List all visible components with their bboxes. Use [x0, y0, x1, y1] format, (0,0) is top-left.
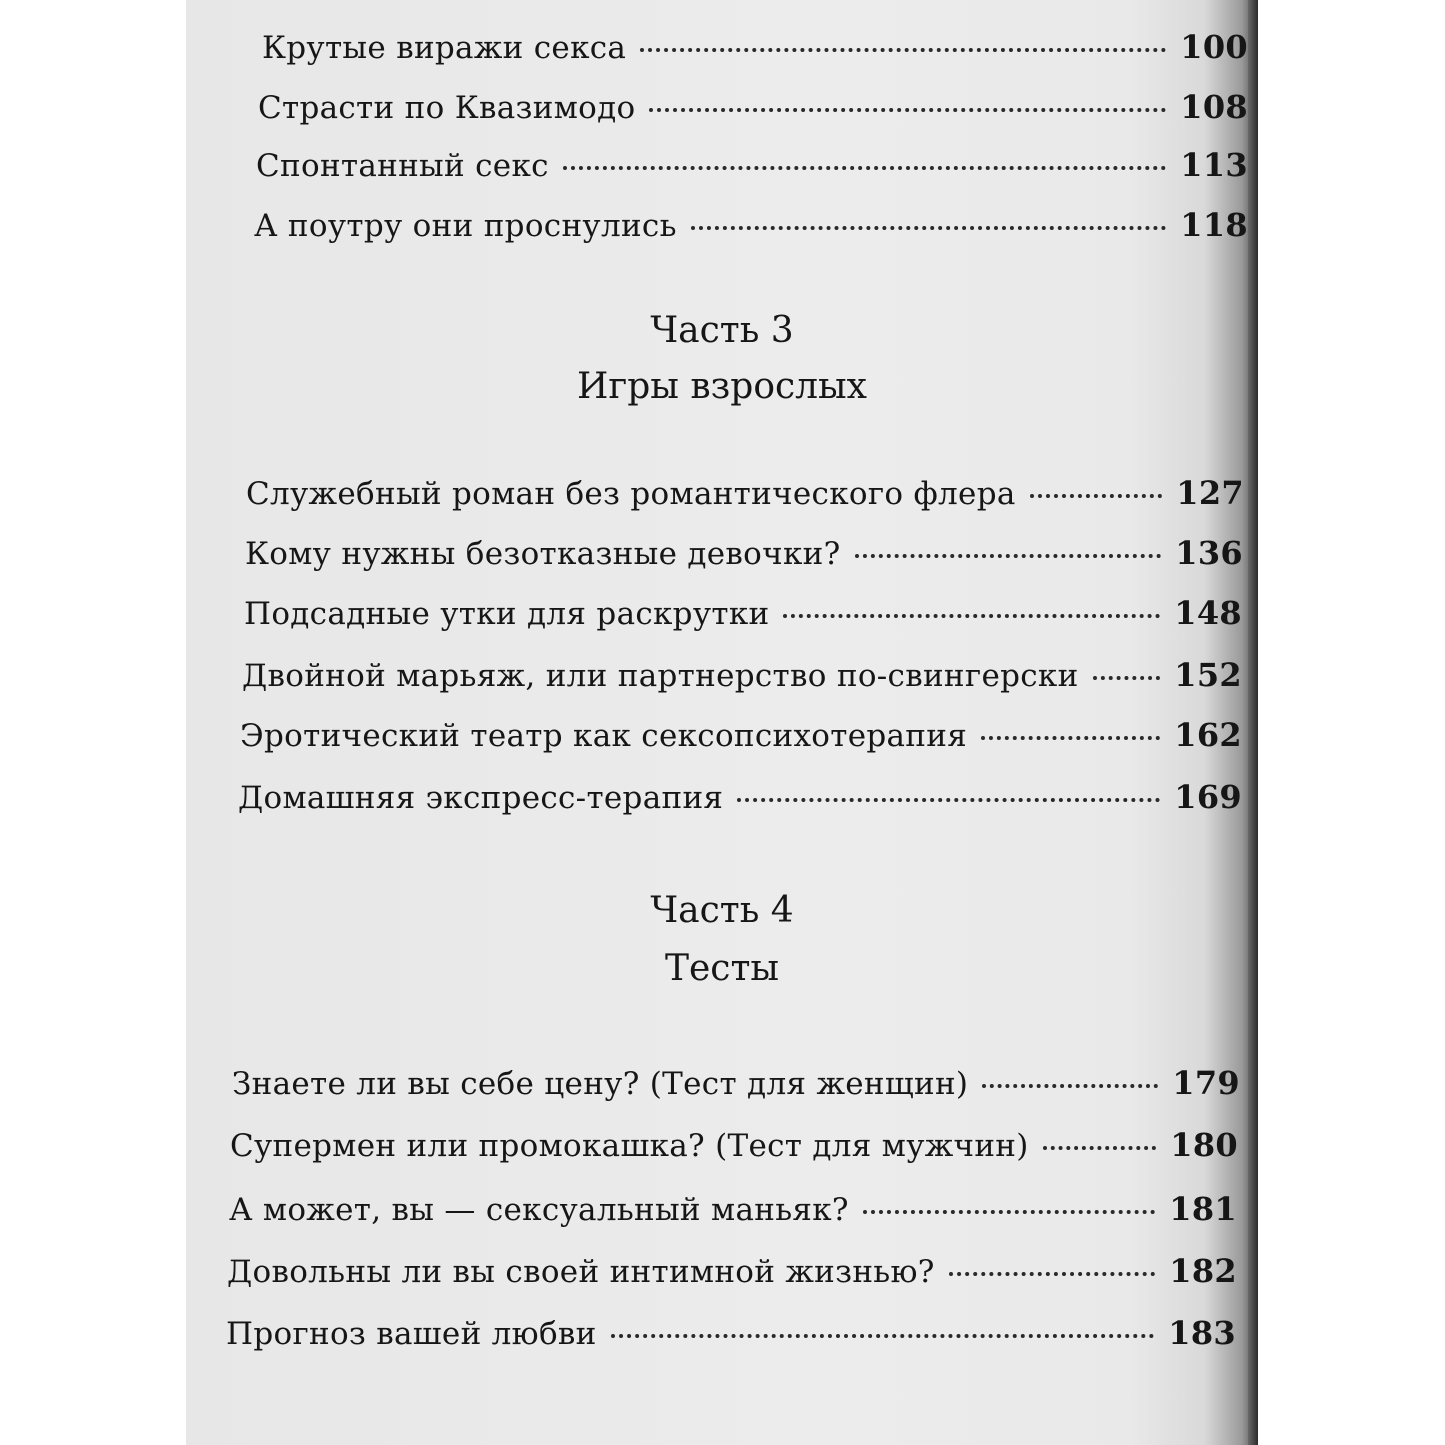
toc-entry-page: 179: [1172, 1064, 1240, 1102]
toc-entry-title: Домашняя экспресс-терапия: [238, 780, 724, 816]
part-heading: Тесты: [664, 948, 780, 989]
toc-entry-title: Кому нужны безотказные девочки?: [245, 536, 841, 572]
toc-entry: [262, 28, 1248, 66]
page-binding-shadow: [1248, 0, 1258, 1445]
dot-leader: [982, 1084, 1158, 1088]
dot-leader: [863, 1210, 1155, 1214]
dot-leader: [855, 554, 1162, 558]
dot-leader: [981, 736, 1160, 740]
toc-entry: [227, 1252, 1237, 1290]
dot-leader: [1030, 494, 1163, 498]
toc-entry-page: 181: [1169, 1190, 1237, 1228]
toc-entry: [254, 206, 1248, 244]
part-heading: Игры взрослых: [576, 366, 867, 407]
toc-entry-title: Знаете ли вы себе цену? (Тест для женщин): [232, 1066, 969, 1102]
toc-entry-page: 180: [1170, 1126, 1238, 1164]
toc-entry-title: Эротический театр как сексопсихотерапия: [240, 718, 968, 754]
toc-entry-title: А может, вы — сексуальный маньяк?: [229, 1192, 849, 1228]
toc-entry-title: Служебный роман без романтического флера: [246, 476, 1016, 512]
toc-entry-title: А поутру они проснулись: [254, 208, 677, 244]
toc-entry: [230, 1126, 1238, 1164]
toc-entry-title: Супермен или промокашка? (Тест для мужчин): [230, 1128, 1029, 1164]
dot-leader: [640, 48, 1166, 52]
toc-entry-page: 183: [1168, 1314, 1236, 1352]
toc-entry-title: Спонтанный секс: [256, 148, 549, 184]
toc-entry: [258, 88, 1248, 126]
toc-entry: [232, 1064, 1240, 1102]
dot-leader: [691, 226, 1167, 230]
toc-entry: [240, 716, 1242, 754]
toc-entry: [242, 656, 1242, 694]
toc-entry-page: 152: [1174, 656, 1242, 694]
toc-entry-page: 127: [1176, 474, 1244, 512]
toc-entry-page: 108: [1180, 88, 1248, 126]
toc-entry-page: 100: [1180, 28, 1248, 66]
toc-entry-title: Страсти по Квазимодо: [258, 90, 636, 126]
toc-entry: [226, 1314, 1236, 1352]
toc-entry-page: 162: [1174, 716, 1242, 754]
dot-leader: [1043, 1146, 1157, 1150]
dot-leader: [563, 166, 1167, 170]
toc-entry: [245, 534, 1243, 572]
toc-entry-page: 113: [1180, 146, 1248, 184]
toc-entry-title: Подсадные утки для раскрутки: [244, 596, 770, 632]
toc-entry-page: 182: [1169, 1252, 1237, 1290]
dot-leader: [611, 1334, 1155, 1338]
toc-entry-page: 118: [1180, 206, 1248, 244]
dot-leader: [1093, 676, 1161, 680]
toc-entry: [256, 146, 1248, 184]
toc-entry-page: 148: [1174, 594, 1242, 632]
dot-leader: [649, 108, 1166, 112]
toc-entry-title: Крутые виражи секса: [262, 30, 627, 66]
toc-entry: [238, 778, 1242, 816]
toc-entry-title: Двойной марьяж, или партнерство по-свингерски: [242, 658, 1079, 694]
part-number: Часть 4: [650, 890, 794, 931]
toc-entry-page: 136: [1175, 534, 1243, 572]
toc-entry-page: 169: [1174, 778, 1242, 816]
part-number: Часть 3: [650, 310, 794, 351]
dot-leader: [783, 614, 1160, 618]
toc-entry: [244, 594, 1242, 632]
toc-entry: [246, 474, 1244, 512]
toc-entry: [229, 1190, 1237, 1228]
toc-entry-title: Довольны ли вы своей интимной жизнью?: [227, 1254, 935, 1290]
dot-leader: [737, 798, 1160, 802]
dot-leader: [949, 1272, 1156, 1276]
toc-entry-title: Прогноз вашей любви: [226, 1316, 597, 1352]
